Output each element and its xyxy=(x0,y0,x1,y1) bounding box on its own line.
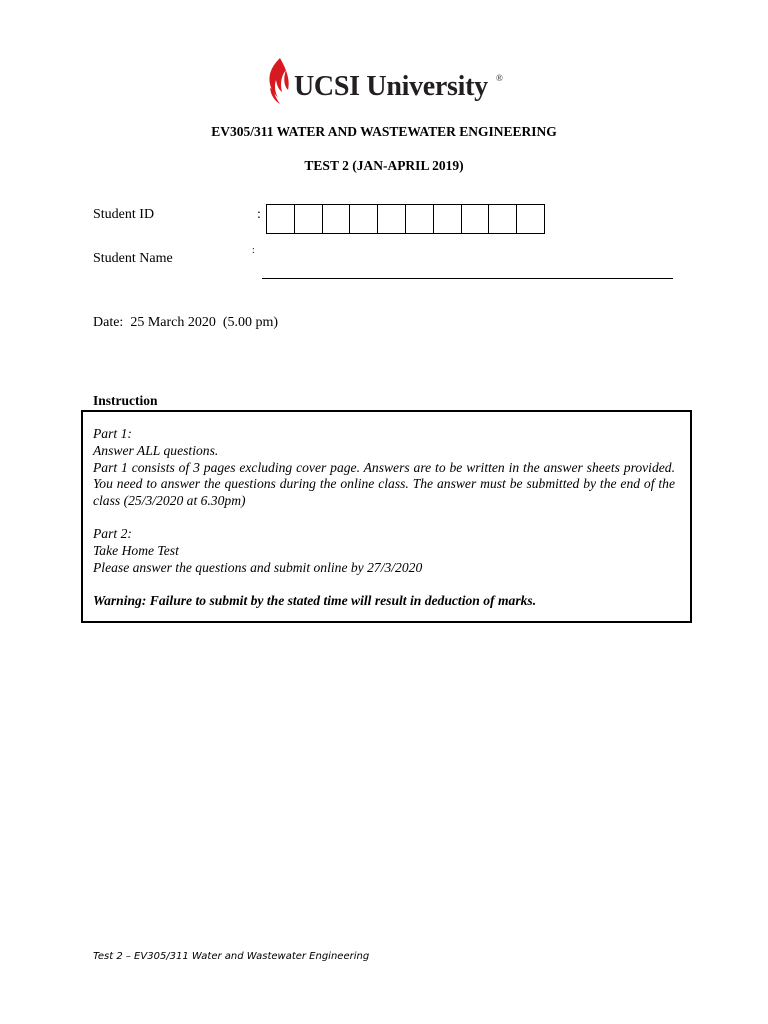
page-footer: Test 2 – EV305/311 Water and Wastewater Engineering xyxy=(93,951,370,962)
student-id-box xyxy=(294,204,323,234)
university-logo xyxy=(266,58,506,108)
student-id-box xyxy=(322,204,351,234)
student-id-boxes xyxy=(267,204,545,234)
student-id-box xyxy=(516,204,545,234)
part1-heading: Part 1: xyxy=(93,426,132,441)
student-id-box xyxy=(488,204,517,234)
student-id-box xyxy=(349,204,378,234)
student-id-box xyxy=(405,204,434,234)
registered-mark: ® xyxy=(496,73,503,83)
part2-heading: Part 2: xyxy=(93,525,132,541)
student-name-label: Student Name xyxy=(93,251,173,266)
instruction-content xyxy=(93,426,675,610)
date-time: (5.00 pm) xyxy=(222,315,279,330)
student-id-box xyxy=(433,204,462,234)
flame-icon xyxy=(266,58,290,104)
logo-wordmark: UCSI University xyxy=(294,71,488,102)
student-id-colon: : xyxy=(257,207,261,222)
warning-text: Warning: Failure to submit by the stated time will result in deduction of marks. xyxy=(93,593,537,609)
student-id-label: Student ID xyxy=(93,207,155,222)
student-name-colon: : xyxy=(252,245,255,256)
date-value: 25 March 2020 xyxy=(130,315,216,330)
date-row xyxy=(93,315,278,331)
date-label: Date: xyxy=(93,315,124,330)
student-id-box xyxy=(377,204,406,234)
student-id-box xyxy=(461,204,490,234)
part1-line1: Answer ALL questions. xyxy=(93,442,219,458)
spacer xyxy=(93,510,675,526)
part2-line2: Please answer the questions and submit online by 27/3/2020 xyxy=(93,559,423,575)
instruction-box xyxy=(81,410,692,623)
course-title: EV305/311 WATER AND WASTEWATER ENGINEERING xyxy=(211,124,557,139)
student-id-box xyxy=(266,204,295,234)
part2-line1: Take Home Test xyxy=(93,542,179,558)
instruction-heading: Instruction xyxy=(93,393,158,408)
test-title: TEST 2 (JAN-APRIL 2019) xyxy=(304,158,464,173)
part1-body: Part 1 consists of 3 pages excluding cover page. Answers are to be written in the answer sheets provided. You need to answer the questions during the online class. The answer must be submitted by the end of the class (25/3/2020 at 6.30pm) xyxy=(93,459,675,509)
student-name-line xyxy=(262,278,673,279)
